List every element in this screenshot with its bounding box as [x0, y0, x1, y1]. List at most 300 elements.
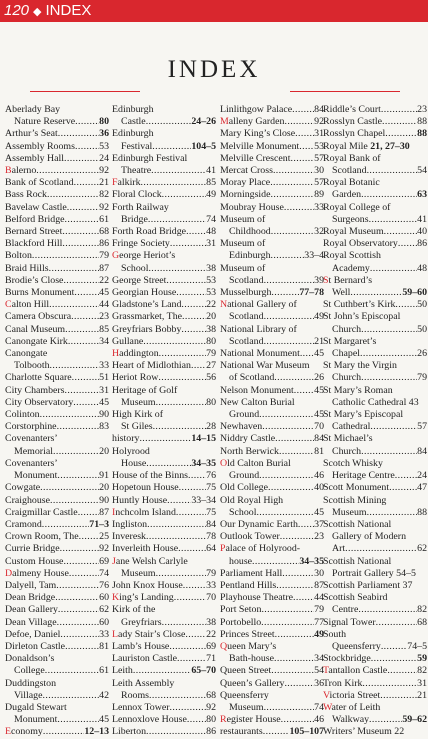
entry-name: Queensferry: [220, 689, 269, 701]
leader-dots: [67, 202, 99, 214]
entry-page: 26: [314, 372, 324, 384]
entry-page: 30: [314, 567, 324, 579]
index-entry: [323, 702, 427, 726]
entry-line: [5, 250, 109, 262]
entry-line: [323, 116, 427, 128]
entry-line: [5, 275, 109, 287]
entry-page: 33: [314, 201, 324, 213]
leader-dots: [170, 702, 207, 714]
entry-line: [5, 556, 109, 568]
entry-continuation: Heritage Centre: [332, 470, 395, 482]
entry-page: 14–15: [191, 433, 216, 445]
entry-continuation: Festival: [121, 140, 153, 152]
index-entry: [112, 580, 216, 592]
entry-page: 43: [408, 396, 419, 408]
entry-line: [220, 714, 324, 726]
entry-page: 68: [206, 689, 216, 701]
entry-name: Parliament Hall: [220, 567, 283, 579]
index-entry: [220, 141, 324, 153]
entry-line: [220, 238, 324, 250]
index-entry: [112, 629, 216, 641]
entry-line: [112, 482, 216, 494]
entry-continuation: Well: [332, 287, 351, 299]
entry-line: [220, 531, 324, 543]
entry-page: 68: [417, 616, 427, 628]
entry-line: [220, 653, 324, 665]
leader-dots: [381, 641, 407, 653]
entry-name: Royal College of: [323, 201, 391, 213]
leader-dots: [264, 311, 315, 323]
entry-line: [112, 128, 216, 140]
entry-name: Colinton: [5, 409, 40, 421]
index-entry: [112, 385, 216, 409]
entry-page: 79: [206, 348, 216, 360]
leader-dots: [350, 287, 402, 299]
entry-name: Donaldson’s: [5, 653, 55, 665]
entry-page: 82: [99, 189, 109, 201]
entry-name: Inveresk: [112, 531, 146, 543]
leader-dots: [40, 409, 100, 421]
entry-page: 51: [99, 372, 109, 384]
index-entry: [5, 336, 109, 348]
leader-dots: [75, 116, 99, 128]
entry-page: 85: [99, 323, 109, 335]
entry-line: [112, 714, 216, 726]
entry-page: 41: [417, 213, 427, 225]
index-entry: [112, 641, 216, 653]
entry-page: 92: [99, 201, 109, 213]
index-entry: [323, 275, 427, 299]
entry-line: [323, 409, 427, 421]
entry-line: [5, 568, 109, 580]
entry-page: 45: [314, 384, 324, 396]
entry-page: 69: [99, 555, 109, 567]
entry-page: 60: [99, 592, 109, 604]
entry-continuation: Edinburgh: [229, 250, 271, 262]
leader-dots: [176, 287, 206, 299]
entry-line: [112, 421, 216, 433]
entry-continuation: Village: [14, 689, 43, 701]
entry-line: [323, 385, 427, 397]
entry-page: 37: [314, 518, 324, 530]
entry-page: 87: [99, 506, 109, 518]
entry-line: [323, 214, 427, 226]
index-entry: [112, 287, 216, 299]
entry-page: 79: [417, 372, 427, 384]
entry-page: 44: [314, 592, 324, 604]
entry-name: Bass Rock: [5, 189, 47, 201]
entry-name: Craigmillar Castle: [5, 506, 78, 518]
leader-dots: [369, 714, 402, 726]
entry-page: 34–35: [191, 457, 216, 469]
entry-page: 33–4: [304, 250, 324, 262]
index-entry: [220, 641, 324, 665]
leader-dots: [271, 665, 314, 677]
index-entry: [5, 165, 109, 177]
index-entry: [220, 348, 324, 360]
entry-initial: E: [5, 726, 12, 738]
entry-line: [112, 641, 216, 653]
index-entry: [112, 543, 216, 555]
entry-name: Scottish National: [323, 518, 392, 530]
leader-dots: [395, 470, 417, 482]
entry-name: Royal Scottish: [323, 250, 381, 262]
entry-page: 31: [314, 128, 324, 140]
diamond-icon: ◆: [33, 6, 42, 18]
entry-page: 33–34: [191, 494, 216, 506]
entry-line: [5, 189, 109, 201]
entry-name: Heart of Midlothian: [112, 360, 191, 372]
entry-line: [220, 580, 324, 592]
entry-line: [323, 250, 427, 262]
index-entry: [112, 250, 216, 274]
entry-page: 88: [417, 116, 427, 128]
entry-name: Victoria Street: [323, 689, 381, 701]
index-entry: [5, 421, 109, 433]
index-entry: [5, 263, 109, 275]
entry-initial: F: [112, 177, 118, 189]
entry-name: Inverleith House: [112, 543, 179, 555]
entry-line: [220, 458, 324, 470]
entry-name: Crown Room, The: [5, 531, 79, 543]
index-entry: [220, 604, 324, 616]
entry-line: [5, 299, 109, 311]
entry-name: City Chambers: [5, 384, 65, 396]
leader-dots: [43, 726, 84, 738]
index-entry: [112, 665, 216, 677]
leader-dots: [47, 189, 99, 201]
page-number: 120: [4, 2, 30, 19]
index-entry: [323, 458, 427, 482]
entry-page: 24: [99, 152, 109, 164]
entry-line: [323, 311, 427, 323]
entry-page: 32: [314, 226, 324, 238]
leader-dots: [271, 250, 305, 262]
entry-page: 53: [99, 140, 109, 152]
entry-line: [112, 263, 216, 275]
entry-name: South: [323, 628, 347, 640]
leader-dots: [395, 299, 417, 311]
leader-dots: [58, 604, 99, 616]
leader-dots: [270, 189, 314, 201]
entry-name: Stockbridge: [323, 653, 371, 665]
leader-dots: [280, 531, 314, 543]
entry-page: 70: [314, 421, 324, 433]
entry-page: 40: [314, 482, 324, 494]
entry-line: [112, 433, 216, 445]
entry-line: [323, 482, 427, 494]
entry-line: [220, 263, 324, 275]
entry-name: St Michael’s: [323, 433, 373, 445]
leader-dots: [186, 226, 206, 238]
entry-page: 61: [99, 665, 109, 677]
entry-line: [5, 495, 109, 507]
entry-page: 87: [314, 579, 324, 591]
entry-continuation: Catholic Cathedral: [332, 396, 407, 408]
entry-continuation: Bridge: [121, 213, 148, 225]
entry-name: Dalmeny House: [5, 567, 69, 579]
leader-dots: [376, 617, 418, 629]
index-entry: [112, 238, 216, 250]
entry-page: 68: [99, 226, 109, 238]
index-entry: [112, 226, 216, 238]
index-entry: [220, 433, 324, 445]
entry-page: 79: [99, 250, 109, 262]
entry-line: [323, 543, 427, 555]
entry-line: [5, 726, 109, 738]
entry-page: 33: [99, 628, 109, 640]
index-entry: [5, 495, 109, 507]
entry-page: 92: [206, 701, 216, 713]
leader-dots: [133, 665, 191, 677]
leader-dots: [358, 604, 417, 616]
leader-dots: [295, 128, 314, 140]
entry-name: Belford Bridge: [5, 213, 65, 225]
index-entry: [5, 214, 109, 226]
entry-page: 89: [314, 189, 324, 201]
leader-dots: [361, 446, 417, 458]
index-entry: [5, 385, 109, 397]
entry-line: [5, 519, 109, 531]
entry-name: Moray Place: [220, 177, 271, 189]
entry-page: 45: [314, 409, 324, 421]
entry-name: Inchcolm Island: [112, 506, 176, 518]
index-entry: [112, 311, 216, 323]
entry-page: 46: [314, 470, 324, 482]
entry-continuation: Museum: [229, 701, 264, 713]
entry-page: 80: [99, 116, 109, 128]
leader-dots: [259, 409, 314, 421]
entry-name: Canongate: [5, 348, 48, 360]
entry-page: 53: [206, 274, 216, 286]
entry-line: [5, 617, 109, 629]
entry-page: 21, 27–30: [370, 140, 410, 152]
entry-continuation: Monument: [14, 470, 58, 482]
index-entry: [323, 690, 427, 702]
entry-line: [112, 165, 216, 177]
entry-page: 65–70: [191, 665, 216, 677]
leader-dots: [151, 165, 206, 177]
entry-page: 62: [99, 604, 109, 616]
entry-page: 48: [206, 226, 216, 238]
entry-continuation: Centre: [332, 604, 359, 616]
entry-name: history: [112, 433, 140, 445]
leader-dots: [170, 238, 206, 250]
entry-line: [323, 495, 427, 507]
entry-page: 45: [314, 348, 324, 360]
index-entry: [5, 592, 109, 604]
entry-page: 86: [206, 726, 216, 738]
leader-dots: [53, 446, 99, 458]
entry-page: 53: [314, 140, 324, 152]
entry-name: Fringe Society: [112, 238, 170, 250]
entry-page: 41: [206, 165, 216, 177]
leader-dots: [294, 385, 314, 397]
header-bar: [0, 0, 428, 22]
index-entry: [112, 482, 216, 494]
index-entry: [323, 665, 427, 677]
entry-page: 57: [314, 152, 324, 164]
entry-page: 64: [206, 543, 216, 555]
entry-name: New Calton Burial: [220, 396, 295, 408]
entry-line: [5, 360, 109, 372]
leader-dots: [40, 482, 99, 494]
entry-name: Scottish Seabird: [323, 592, 388, 604]
index-entry: [323, 653, 427, 665]
entry-page: 82: [417, 665, 427, 677]
leader-dots: [284, 678, 314, 690]
leader-dots: [367, 507, 418, 519]
entry-name: Lady Stair’s Close: [112, 628, 186, 640]
entry-line: [323, 653, 427, 665]
index-entry: [112, 324, 216, 336]
leader-dots: [78, 507, 99, 519]
entry-page: 54–5: [396, 567, 416, 579]
entry-name: City Observatory: [5, 396, 74, 408]
index-entry: [323, 104, 427, 116]
leader-dots: [65, 214, 100, 226]
index-entry: [5, 372, 109, 384]
index-entry: [5, 617, 109, 629]
entry-line: [5, 165, 109, 177]
entry-line: [112, 580, 216, 592]
entry-page: 20: [99, 445, 109, 457]
entry-line: [323, 202, 427, 214]
entry-page: 63: [417, 189, 427, 201]
entry-page: 54: [417, 165, 427, 177]
entry-continuation: of Scotland: [229, 372, 275, 384]
entry-page: 74: [314, 701, 324, 713]
index-entry: [5, 104, 109, 128]
index-entry: [5, 482, 109, 494]
index-entry: [5, 250, 109, 262]
index-entry: [220, 177, 324, 189]
index-entry: [220, 397, 324, 421]
entry-page: 74: [99, 567, 109, 579]
index-entry: [5, 580, 109, 592]
entry-initial: T: [323, 665, 329, 677]
index-entry: [5, 287, 109, 299]
entry-page: 88: [417, 128, 427, 140]
index-entry: [323, 482, 427, 494]
entry-name: Mercat Cross: [220, 165, 273, 177]
index-entry: [220, 617, 324, 629]
index-entry: [112, 653, 216, 665]
index-entry: [112, 153, 216, 177]
entry-line: [220, 275, 324, 287]
entry-line: [220, 177, 324, 189]
entry-name: Covenanters’: [5, 457, 58, 469]
index-column-3: [220, 104, 324, 739]
leader-dots: [167, 495, 191, 507]
entry-page: 75: [206, 506, 216, 518]
index-entry: [112, 592, 216, 604]
entry-name: Bolton: [5, 250, 32, 262]
leader-dots: [139, 433, 191, 445]
entry-line: [220, 641, 324, 653]
entry-line: [5, 653, 109, 665]
index-entry: [112, 726, 216, 738]
entry-line: [323, 397, 427, 409]
entry-continuation: Museum: [121, 396, 156, 408]
entry-name: Queen Mary’s: [220, 640, 277, 652]
leader-dots: [143, 336, 206, 348]
entry-continuation: Childhood: [229, 226, 271, 238]
entry-initial: S: [323, 274, 329, 286]
index-entry: [323, 238, 427, 250]
entry-name: Canongate Kirk: [5, 335, 68, 347]
index-entry: [323, 360, 427, 384]
entry-page: 56: [206, 372, 216, 384]
entry-page: 40: [417, 226, 427, 238]
entry-line: [112, 372, 216, 384]
entry-name: Greyfriars Bobby: [112, 323, 182, 335]
leader-dots: [262, 421, 314, 433]
index-entry: [5, 531, 109, 543]
entry-name: Edinburgh: [112, 104, 154, 115]
leader-dots: [261, 604, 314, 616]
entry-initial: C: [5, 299, 12, 311]
leader-dots: [191, 360, 206, 372]
entry-line: [5, 702, 109, 714]
index-entry: [112, 348, 216, 360]
entry-name: Corstorphine: [5, 421, 57, 433]
entry-page: 104–5: [191, 140, 216, 152]
entry-page: 80: [206, 396, 216, 408]
leader-dots: [293, 592, 314, 604]
entry-line: [5, 604, 109, 616]
entry-line: [323, 141, 427, 153]
entry-name: Royal Botanic: [323, 177, 380, 189]
entry-name: National Monument: [220, 348, 300, 360]
entry-line: [5, 531, 109, 543]
entry-name: John Knox House: [112, 579, 183, 591]
entry-page: 23: [314, 531, 324, 543]
entry-name: Melville Monument: [220, 140, 300, 152]
entry-line: [112, 250, 216, 262]
index-entry: [112, 202, 216, 226]
entry-name: Georgian House: [112, 287, 177, 299]
entry-name: Braid Hills: [5, 262, 49, 274]
index-entry: [5, 397, 109, 409]
entry-page: 12–13: [84, 726, 109, 738]
entry-page: 39: [314, 274, 324, 286]
leader-dots: [159, 348, 206, 360]
entry-page: 36: [314, 677, 324, 689]
leader-dots: [361, 324, 417, 336]
leader-dots: [49, 299, 99, 311]
leader-dots: [169, 641, 206, 653]
entry-line: [5, 714, 109, 726]
entry-name: Outlook Tower: [220, 531, 280, 543]
entry-page: 22: [394, 726, 405, 738]
entry-name: Museum of: [220, 238, 266, 250]
entry-line: [323, 617, 427, 629]
entry-page: 54: [314, 665, 324, 677]
entry-name: North Berwick: [220, 445, 279, 457]
entry-name: Custom House: [5, 555, 64, 567]
entry-line: [220, 446, 324, 458]
entry-name: Dalyell, Tam: [5, 579, 57, 591]
entry-page: 47: [417, 482, 427, 494]
entry-line: [323, 336, 427, 348]
entry-line: [323, 641, 427, 653]
entry-line: [112, 726, 216, 738]
entry-line: [220, 153, 324, 165]
index-entry: [323, 495, 427, 519]
leader-dots: [57, 421, 100, 433]
index-entry: [323, 409, 427, 433]
